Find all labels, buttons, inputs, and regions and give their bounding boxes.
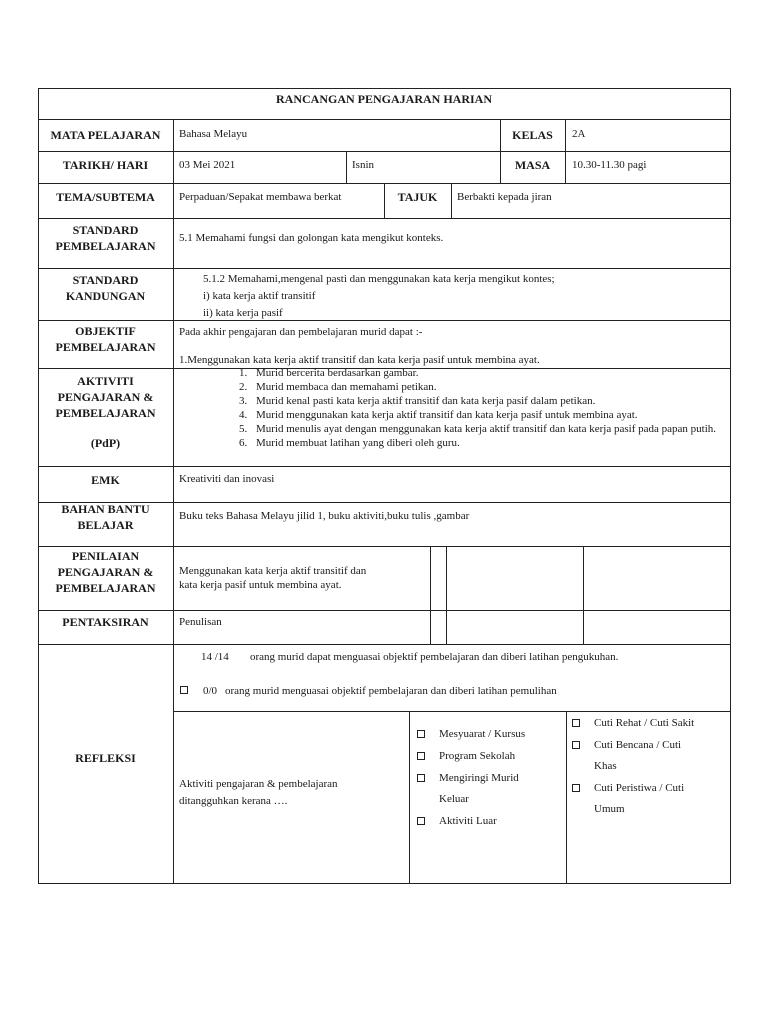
checkbox-aktiviti-luar[interactable] [417,817,425,825]
bahan-value: Buku teks Bahasa Melayu jilid 1, buku aktiviti,buku tulis ,gambar [179,510,470,522]
reason-mengiringi: Mengiringi Murid [439,772,519,784]
divider [451,183,452,219]
bahan-label-1: BAHAN BANTU [61,502,150,516]
standard-pembelajaran-label-1: STANDARD [72,223,139,237]
emk-value: Kreativiti dan inovasi [179,473,275,485]
tarikh-label: TARIKH/ HARI [62,158,149,172]
tarikh-date: 03 Mei 2021 [179,159,236,171]
checkbox-cuti-rehat[interactable] [572,719,580,727]
page-title: RANCANGAN PENGAJARAN HARIAN [276,92,492,106]
mata-pelajaran-label: MATA PELAJARAN [50,128,161,142]
divider [173,218,174,269]
list-item: 6. Murid membuat latihan yang diberi oleh guru. [250,436,730,450]
reason-cuti-rehat: Cuti Rehat / Cuti Sakit [594,717,695,729]
divider [565,151,566,184]
objektif-line-1: Pada akhir pengajaran dan pembelajaran murid dapat :- [179,326,423,338]
checkbox-cuti-bencana[interactable] [572,741,580,749]
kelas-value: 2A [572,128,586,140]
list-item: 1. Murid bercerita berdasarkan gambar. [250,366,730,380]
divider [173,644,174,884]
divider [173,711,731,712]
reason-cuti-peristiwa-cont: Umum [594,803,625,815]
standard-kandungan-line-1: 5.1.2 Memahami,mengenal pasti dan menggunakan kata kerja mengikut kontes; [203,273,555,285]
reason-cuti-bencana-cont: Khas [594,760,617,772]
masa-label: MASA [514,158,551,172]
divider [173,368,174,467]
divider [173,268,174,321]
checkbox-mengiringi[interactable] [417,774,425,782]
list-item: 3. Murid kenal pasti kata kerja aktif transitif dan kata kerja pasif dalam petikan. [250,394,730,408]
penilaian-label-1: PENILAIAN [71,549,140,563]
pentaksiran-value: Penulisan [179,616,222,628]
pentaksiran-label: PENTAKSIRAN [62,615,149,629]
divider [173,151,174,184]
standard-kandungan-label-2: KANDUNGAN [65,289,146,303]
checkbox-mesyuarat[interactable] [417,730,425,738]
objektif-label-2: PEMBELAJARAN [55,340,156,354]
refleksi-count-2: 0/0 [203,685,218,697]
penilaian-line-1: Menggunakan kata kerja aktif transitif dan [179,565,367,577]
divider [173,119,174,152]
emk-label: EMK [91,473,120,487]
aktiviti-label-4: (PdP) [90,436,121,450]
kelas-label: KELAS [512,128,553,142]
aktiviti-label-2: PENGAJARAN & [57,390,154,404]
reason-mengiringi-cont: Keluar [439,793,469,805]
objektif-label-1: OBJEKTIF [75,324,136,338]
tema-label: TEMA/SUBTEMA [56,190,155,204]
list-item: 2. Murid membaca dan memahami petikan. [250,380,730,394]
penilaian-label-2: PENGAJARAN & [57,565,154,579]
refleksi-label: REFLEKSI [75,751,136,765]
objektif-line-2: 1.Menggunakan kata kerja aktif transitif dan kata kerja pasif untuk membina ayat. [179,354,540,366]
postponed-line-2: ditangguhkan kerana …. [179,795,288,807]
reason-program: Program Sekolah [439,750,516,762]
reason-mesyuarat: Mesyuarat / Kursus [439,728,526,740]
list-item: 5. Murid menulis ayat dengan menggunakan kata kerja aktif transitif dan kata kerja pasif pada papan putih. [250,422,730,436]
refleksi-text-1: orang murid dapat menguasai objektif pembelajaran dan diberi latihan pengukuhan. [250,651,619,663]
bahan-label-2: BELAJAR [77,518,134,532]
checkbox-cuti-peristiwa[interactable] [572,784,580,792]
tajuk-value: Berbakti kepada jiran [457,191,552,203]
divider [173,502,174,547]
divider [173,320,174,369]
divider [173,466,174,503]
divider [346,151,347,184]
refleksi-text-2: orang murid menguasai objektif pembelajaran dan diberi latihan pemulihan [225,685,557,697]
masa-value: 10.30-11.30 pagi [572,159,647,171]
checkbox-program[interactable] [417,752,425,760]
tajuk-label: TAJUK [397,190,438,204]
standard-pembelajaran-value: 5.1 Memahami fungsi dan golongan kata mengikut konteks. [179,232,444,244]
list-item: 4. Murid menggunakan kata kerja aktif transitif dan kata kerja pasif untuk membina ayat. [250,408,730,422]
standard-pembelajaran-label-2: PEMBELAJARAN [55,239,156,253]
aktiviti-label-3: PEMBELAJARAN [55,406,156,420]
aktiviti-list [200,366,730,450]
penilaian-line-2: kata kerja pasif untuk membina ayat. [179,579,342,591]
reason-cuti-peristiwa: Cuti Peristiwa / Cuti [594,782,685,794]
divider [173,183,174,219]
tema-value: Perpaduan/Sepakat membawa berkat [179,191,342,203]
standard-kandungan-label-1: STANDARD [72,273,139,287]
mata-pelajaran-value: Bahasa Melayu [179,128,248,140]
divider [409,711,410,884]
postponed-line-1: Aktiviti pengajaran & pembelajaran [179,778,338,790]
standard-kandungan-line-2: i) kata kerja aktif transitif [203,290,316,302]
refleksi-checkbox[interactable] [180,686,188,694]
aktiviti-label-1: AKTIVITI [77,374,134,388]
reason-aktiviti-luar: Aktiviti Luar [439,815,497,827]
divider [566,711,567,884]
standard-kandungan-line-3: ii) kata kerja pasif [203,307,283,319]
tarikh-day: Isnin [352,159,374,171]
refleksi-count-1: 14 /14 [201,651,229,663]
penilaian-label-3: PEMBELAJARAN [55,581,156,595]
divider [565,119,566,152]
reason-cuti-bencana: Cuti Bencana / Cuti [594,739,682,751]
